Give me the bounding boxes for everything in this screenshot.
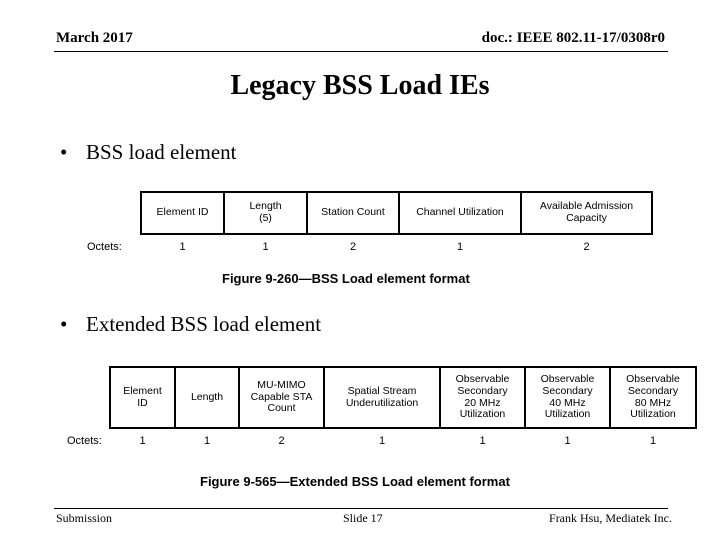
bullet-text: BSS load element: [86, 140, 237, 164]
field-s80-line1: Observable: [626, 373, 680, 386]
field-element-id: Element ID: [141, 192, 224, 234]
field-row: [86, 192, 652, 234]
field-ss-line1: Spatial Stream: [347, 384, 417, 397]
field-row: [66, 367, 696, 428]
header-date: March 2017: [56, 30, 133, 46]
footer-slide-number: Slide 17: [343, 511, 383, 525]
octets-value: 1: [649, 435, 657, 447]
octets-label: Octets:: [87, 240, 122, 253]
octets-row: [66, 428, 696, 453]
field-length: [224, 192, 307, 234]
field-spatial-stream-underutilization: [324, 367, 440, 428]
header-divider: [54, 51, 668, 52]
field-s20-line2: Secondary: [457, 384, 508, 397]
field-length-line1: Length: [249, 200, 282, 213]
octets-value: 1: [479, 435, 486, 447]
field-ss-line2: Underutilization: [345, 396, 419, 409]
extended-bss-load-format-table: [66, 366, 697, 453]
field-s80-line2: Secondary: [627, 384, 679, 397]
bullet-dot: •: [60, 312, 68, 336]
field-available-admission-capacity: [521, 192, 652, 234]
field-channel-utilization: Channel Utilization: [399, 192, 521, 234]
figure-caption-extended-bss-load: Figure 9-565—Extended BSS Load element format: [200, 474, 510, 489]
field-s40-line2: Secondary: [542, 384, 593, 397]
octets-value: 2: [583, 241, 590, 253]
octets-label: Octets:: [67, 434, 102, 447]
octets-value: 1: [378, 435, 386, 447]
field-length: Length: [175, 367, 239, 428]
figure-caption-bss-load: Figure 9-260—BSS Load element format: [222, 271, 470, 286]
field-s20-line3: 20 MHz: [464, 396, 501, 409]
footer-author: Frank Hsu, Mediatek Inc.: [549, 511, 672, 525]
bullet-extended-bss-load: [60, 312, 321, 337]
field-secondary-80mhz: [610, 367, 696, 428]
field-eid-line1: Element: [123, 384, 162, 397]
bss-load-format-table: [86, 191, 653, 259]
header-doc-id: doc.: IEEE 802.11-17/0308r0: [481, 30, 665, 46]
field-element-id: [110, 367, 175, 428]
field-mumimo-line1: MU-MIMO: [257, 379, 306, 392]
field-s40-line4: Utilization: [544, 408, 591, 421]
octets-value: 1: [179, 241, 186, 253]
field-mumimo-line3: Count: [267, 402, 296, 415]
field-mu-mimo-sta-count: [239, 367, 324, 428]
slide-title: Legacy BSS Load IEs: [230, 70, 490, 101]
field-station-count: Station Count: [307, 192, 399, 234]
field-s80-line3: 80 MHz: [634, 396, 672, 409]
octets-value: 1: [456, 241, 464, 253]
field-eid-line2: ID: [137, 396, 148, 409]
field-secondary-20mhz: [440, 367, 525, 428]
field-length-line2: (5): [259, 212, 272, 224]
octets-value: 1: [564, 435, 571, 447]
field-mumimo-line2: Capable STA: [250, 390, 313, 403]
octets-value: 2: [349, 241, 357, 253]
octets-value: 1: [139, 435, 146, 447]
bullet-bss-load: [60, 140, 237, 165]
field-aac-line1: Available Admission: [539, 200, 634, 213]
field-s40-line1: Observable: [540, 373, 595, 386]
bullet-text: Extended BSS load element: [86, 312, 322, 336]
footer-submission: Submission: [56, 511, 113, 525]
octets-value: 1: [262, 241, 269, 253]
octets-row: [86, 234, 652, 259]
octets-value: 2: [278, 435, 285, 447]
bullet-dot: •: [60, 140, 68, 164]
field-s20-line1: Observable: [455, 373, 510, 386]
field-aac-line2: Capacity: [566, 212, 607, 224]
field-s40-line3: 40 MHz: [549, 396, 586, 409]
footer-divider: [54, 508, 668, 509]
field-s80-line4: Utilization: [630, 408, 676, 421]
octets-value: 1: [203, 435, 211, 447]
field-s20-line4: Utilization: [459, 408, 506, 421]
field-secondary-40mhz: [525, 367, 610, 428]
